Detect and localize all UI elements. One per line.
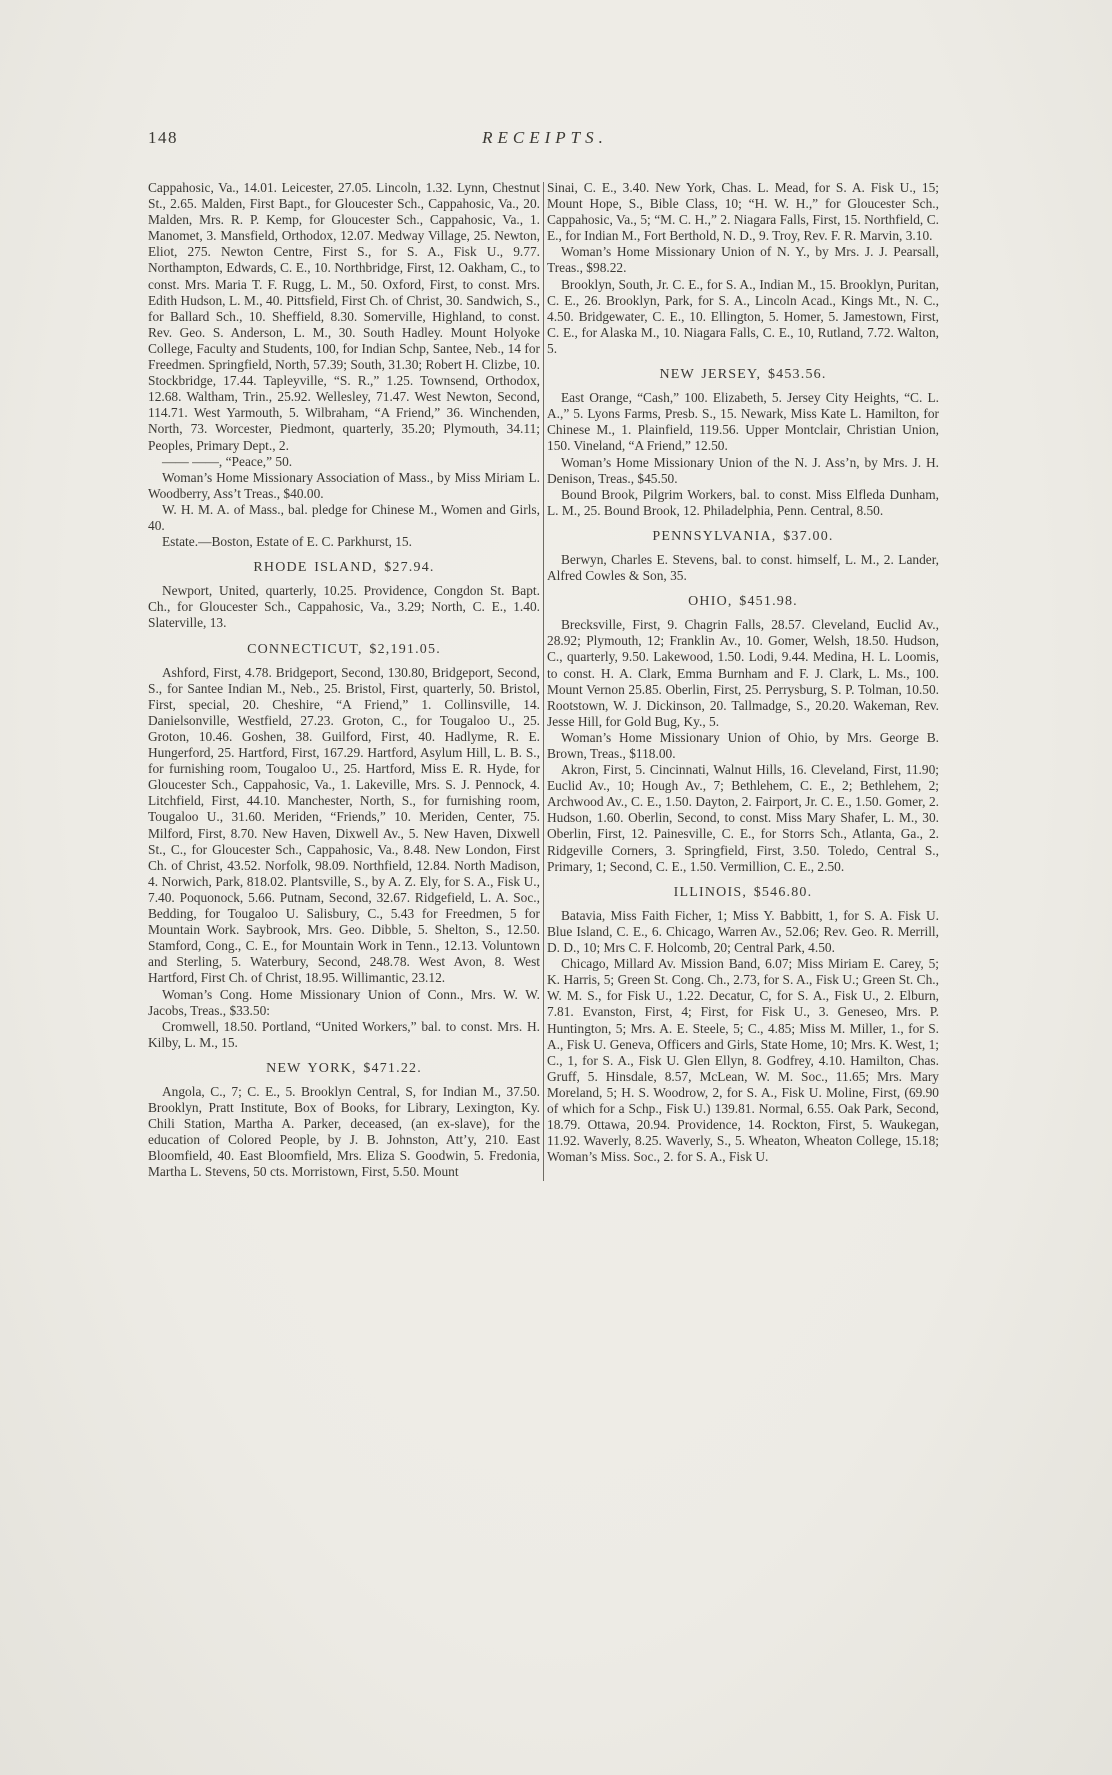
- paragraph: Newport, United, quarterly, 10.25. Providence, Congdon St. Bapt. Ch., for Gloucester Sch., Cappahosic, Va., 3.29; North, C. E., 1.40. Slaterville, 13.: [148, 583, 540, 631]
- section-heading: CONNECTICUT, $2,191.05.: [247, 641, 441, 657]
- paragraph: Batavia, Miss Faith Ficher, 1; Miss Y. Babbitt, 1, for S. A. Fisk U. Blue Island, C. E., 6. Chicago, Warren Av., 52.06; Rev. Geo. R. Merrill, D. D., 10; Mrs C. F. Holcomb, 20; Central Park, 4.50.: [547, 907, 939, 956]
- paragraph: Sinai, C. E., 3.40. New York, Chas. L. Mead, for S. A. Fisk U., 15; Mount Hope, S., Bible Class, 10; “H. W. H.,” for Gloucester Sch., Cappahosic, Va., 5; “M. C. H.,” 2. Niagara Falls, First, 15. Northfield, C. E., for Indian M., Fort Berthold, N. D., 9. Troy, Rev. F. R. Marvin, 3.10.: [547, 180, 939, 244]
- page-header: [148, 126, 942, 156]
- section-heading: OHIO, $451.98.: [688, 594, 798, 610]
- section-heading: NEW JERSEY, $453.56.: [659, 367, 827, 383]
- paragraph: W. H. M. A. of Mass., bal. pledge for Chinese M., Women and Girls, 40.: [148, 501, 540, 533]
- paragraph: Estate.—Boston, Estate of E. C. Parkhurst, 15.: [162, 534, 412, 550]
- left-column: [148, 180, 540, 1181]
- paragraph: Cappahosic, Va., 14.01. Leicester, 27.05. Lincoln, 1.32. Lynn, Chestnut St., 2.65. Malden, First Bapt., for Gloucester Sch., Cappahosic, Va., 20. Malden, Mrs. R. P. Kemp, for Gloucester Sch., Cappahosic, Va., 1. Manomet, 3. Mansfield, Orthodox, 12.07. Medway Village, 25. Newton, Eliot, 275. Newton Centre, First S., for S. A., Fisk U., 9.77. Northampton, Edwards, C. E., 10. Northbridge, First, 12. Oakham, C., to const. Mrs. Maria T. F. Rugg, L. M., 50. Oxford, First, to const. Mrs. Edith Hudson, L. M., 40. Pittsfield, First Ch. of Christ, 30. Sandwich, S., for Ballard Sch., 10. Sheffield, 8.30. Somerville, Highland, to const. Rev. Geo. S. Anderson, L. M., 30. South Hadley. Mount Holyoke College, Faculty and Students, 100, for Indian Schp, Santee, Neb., 14 for Freedmen. Springfield, North, 57.39; South, 31.30; Robert H. Clizbe, 10. Stockbridge, 17.44. Tapleyville, “S. R.,” 1.25. Townsend, Orthodox, 12.68. Waltham, Trin., 25.92. Wellesley, 71.47. West Newton, Second, 114.71. West Yarmouth, 5. Wilbraham, “A Friend,” 36. Winchenden, North, 73. Worcester, Piedmont, quarterly, 35.20; Plymouth, 34.11; Peoples, Primary Dept., 2.: [148, 180, 541, 453]
- paragraph: Chicago, Millard Av. Mission Band, 6.07; Miss Miriam E. Carey, 5; K. Harris, 5; Green St. Cong. Ch., 2.73, for S. A., Fisk U.; Green St. Ch., W. M. S., for Fisk U., 1.22. Decatur, C, for S. A., Fisk U., 2. Elburn, 7.81. Evanston, First, 4; First, for Fisk U., 3. Geneseo, Mrs. P. Huntington, 5; Mrs. A. E. Steele, 5; C., 4.85; Miss M. Miller, 1., for S. A., Fisk U. Geneva, Officers and Girls, State Home, 10; Mrs. K. West, 1; C., 1, for S. A., Fisk U. Glen Ellyn, 8. Godfrey, 4.10. Hamilton, Chas. Gruff, 5. Hinsdale, 8.57, McLean, W. M. Soc., 11.65; Mrs. Mary Moreland, 5; H. S. Woodrow, 2, for S. A., Fisk U. Moline, First, (69.90 of which for a Schp., Fisk U.) 139.81. Normal, 6.55. Oak Park, Second, 18.79. Ottawa, 20.94. Providence, 14. Rockton, First, 5. Waukegan, 11.92. Waverly, 8.25. Waverly, S., 5. Wheaton, Wheaton College, 15.18; Woman’s Miss. Soc., 2. for S. A., Fisk U.: [547, 956, 939, 1165]
- paragraph: Cromwell, 18.50. Portland, “United Workers,” bal. to const. Mrs. H. Kilby, L. M., 15.: [148, 1018, 540, 1050]
- paragraph: Akron, First, 5. Cincinnati, Walnut Hills, 16. Cleveland, First, 11.90; Euclid Av., 10; Hough Av., 7; Bethlehem, C. E., 2; Bethlehem, 2; Archwood Av., C. E., 1.50. Dayton, 2. Fairport, Jr. C. E., 1.50. Gomer, 2. Hudson, 1.60. Oberlin, Second, to const. Miss Mary Shafer, L. M., 30. Oberlin, First, 12. Painesville, C. E., for Storrs Sch., Atlanta, Ga., 2. Ridgeville Corners, 3. Springfield, First, 3.50. Toledo, Central S., Primary, 1; Second, C. E., 1.50. Vermillion, C. E., 2.50.: [547, 762, 939, 874]
- paragraph: East Orange, “Cash,” 100. Elizabeth, 5. Jersey City Heights, “C. L. A.,” 5. Lyons Farms, Presb. S., 15. Newark, Miss Kate L. Hamilton, for Chinese M., 1. Plainfield, 119.56. Upper Montclair, Christian Union, 150. Vineland, “A Friend,” 12.50.: [547, 390, 939, 454]
- section-heading: PENNSYLVANIA, $37.00.: [652, 528, 834, 544]
- section-heading: RHODE ISLAND, $27.94.: [253, 560, 435, 576]
- page-number: 148: [148, 128, 178, 147]
- paragraph: Woman’s Home Missionary Union of N. Y., by Mrs. J. J. Pearsall, Treas., $98.22.: [547, 244, 939, 276]
- paragraph: Brooklyn, South, Jr. C. E., for S. A., Indian M., 15. Brooklyn, Puritan, C. E., 26. Brooklyn, Park, for S. A., Lincoln Acad., Kings Mt., N. C., 4.50. Bridgewater, C. E., 10. Ellington, 5. Homer, 5. Jamestown, First, C. E., for Alaska M., 10. Niagara Falls, C. E., 10, Rutland, 7.72. Walton, 5.: [547, 276, 939, 356]
- paragraph: Ashford, First, 4.78. Bridgeport, Second, 130.80, Bridgeport, Second, S., for Santee Indian M., Neb., 25. Bristol, First, quarterly, 50. Bristol, First, special, 20. Cheshire, “A Friend,” 1. Collinsville, 14. Danielsonville, Westfield, 27.23. Groton, C., for Tougaloo U., 25. Groton, 10.46. Goshen, 38. Guilford, First, 40. Hadlyme, R. E. Hungerford, 25. Hartford, First, 167.29. Hartford, Asylum Hill, L. B. S., for furnishing room, Tougaloo U., 25. Hartford, Miss E. R. Hyde, for Gloucester Sch., Cappahosic, Va., 1. Lakeville, Mrs. S. J. Pennock, 4. Litchfield, First, 44.10. Manchester, North, S., for furnishing room, Tougaloo U., 31.60. Meriden, “Friends,” 10. Meriden, Center, 75. Milford, First, 8.70. New Haven, Dixwell Av., 5. New Haven, Dixwell St., C., for Gloucester Sch., Cappahosic, Va., 8.48. New London, First Ch. of Christ, 43.52. Norfolk, 98.09. Northfield, 12.84. North Madison, 4. Norwich, Park, 818.02. Plantsville, S., by A. Z. Ely, for S. A., Fisk U., 7.40. Poquonock, 5.66. Putnam, Second, 32.67. Ridgefield, L. A. Soc., Bedding, for Tougaloo U. Salisbury, C., 5.43 for Freedmen, 5 for Mountain Work. Saybrook, Mrs. Geo. Dibble, 5. Shelton, S., 12.50. Stamford, Cong., C. E., for Mountain Work in Tenn., 12.13. Voluntown and Sterling, 5. Waterbury, Second, 248.78. West Avon, 8. West Hartford, First Ch. of Christ, 18.95. Willimantic, 23.12.: [148, 664, 540, 986]
- section-heading: NEW YORK, $471.22.: [266, 1060, 422, 1076]
- paragraph: Berwyn, Charles E. Stevens, bal. to const. himself, L. M., 2. Lander, Alfred Cowles & Son, 35.: [547, 551, 939, 584]
- text-columns: [148, 180, 942, 1181]
- paragraph: Woman’s Home Missionary Union of Ohio, by Mrs. George B. Brown, Treas., $118.00.: [547, 729, 939, 761]
- paragraph: Woman’s Home Missionary Union of the N. J. Ass’n, by Mrs. J. H. Denison, Treas., $45.50.: [547, 454, 939, 486]
- running-title: RECEIPTS.: [482, 128, 608, 147]
- paragraph: Brecksville, First, 9. Chagrin Falls, 28.57. Cleveland, Euclid Av., 28.92; Plymouth, 12; Franklin Av., 10. Gomer, Welsh, 18.50. Hudson, C., quarterly, 9.50. Lakewood, 1.50. Lodi, 9.44. Medina, H. L. Loomis, to const. H. A. Clark, Emma Burnham and F. J. Clark, L. Ms., 100. Mount Vernon 25.85. Oberlin, First, 25. Perrysburg, S. P. Tolman, 10.50. Rootstown, W. J. Dickinson, 20. Tallmadge, S., 20.20. Wakeman, Rev. Jesse Hill, for Gold Bug, Ky., 5.: [547, 617, 939, 729]
- paragraph: Angola, C., 7; C. E., 5. Brooklyn Central, S, for Indian M., 37.50. Brooklyn, Pratt Institute, Box of Books, for Library, Lexington, Ky. Chili Station, Martha A. Parker, deceased, (an ex-slave), for the education of Colored People, by J. B. Johnston, Att’y, 210. East Bloomfield, 40. East Bloomfield, Mrs. Eliza S. Goodwin, 5. Fredonia, Martha L. Stevens, 50 cts. Morristown, First, 5.50. Mount: [148, 1083, 540, 1180]
- paragraph: Woman’s Home Missionary Association of Mass., by Miss Miriam L. Woodberry, Ass’t Treas., $40.00.: [148, 469, 540, 501]
- paragraph: —— ——, “Peace,” 50.: [162, 453, 293, 469]
- paragraph: Woman’s Cong. Home Missionary Union of Conn., Mrs. W. W. Jacobs, Treas., $33.50:: [148, 986, 540, 1018]
- column-divider: [543, 182, 544, 1181]
- right-column: [547, 180, 939, 1181]
- section-heading: ILLINOIS, $546.80.: [673, 884, 813, 900]
- paragraph: Bound Brook, Pilgrim Workers, bal. to const. Miss Elfleda Dunham, L. M., 25. Bound Brook, 12. Philadelphia, Penn. Central, 8.50.: [547, 486, 939, 518]
